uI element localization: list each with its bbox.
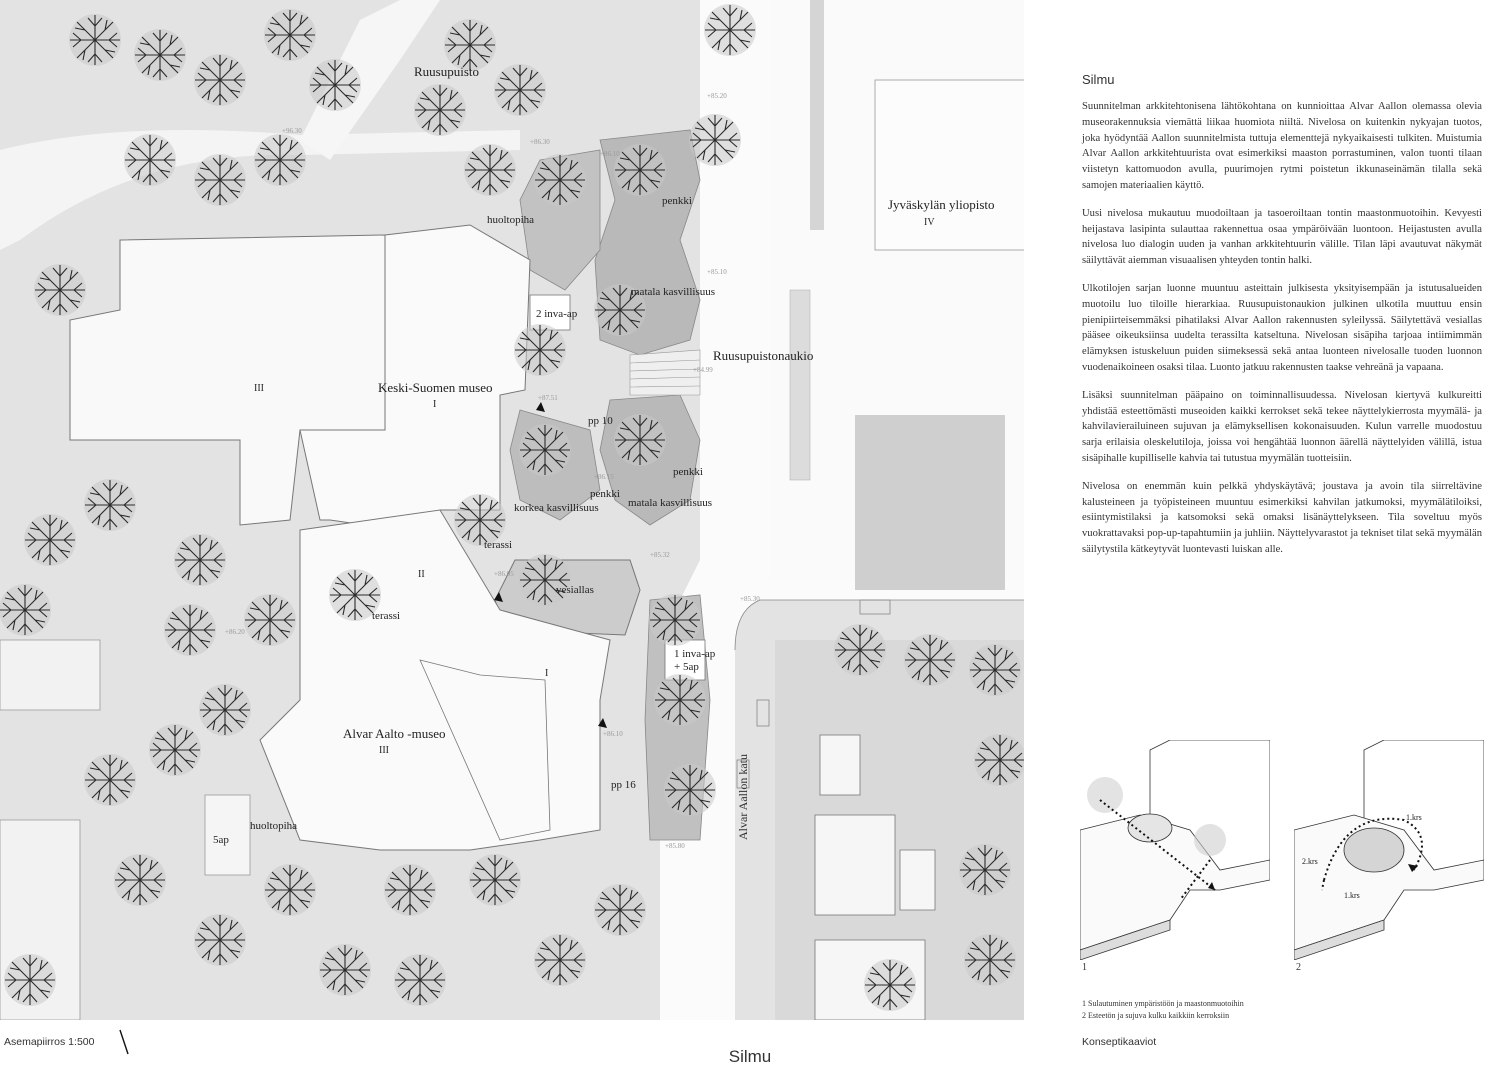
label-korkea-kasvillisuus: korkea kasvillisuus xyxy=(514,502,599,514)
level-mark: +86.15 xyxy=(594,473,614,481)
level-mark: +85.20 xyxy=(707,92,727,100)
description-title: Silmu xyxy=(1082,72,1115,87)
label-penkki-3: penkki xyxy=(590,488,620,500)
label-roman-i-lower: I xyxy=(545,668,549,679)
label-pp-16: pp 16 xyxy=(611,779,636,791)
label-roman-iii-left: III xyxy=(254,383,264,394)
label-keski-suomen-museo: Keski-Suomen museo xyxy=(378,380,493,395)
level-mark: +85.10 xyxy=(707,268,727,276)
label-ruusupuistonaukio: Ruusupuistonaukio xyxy=(713,348,814,363)
level-mark: +85.32 xyxy=(650,551,670,559)
description-paragraph: Lisäksi suunnitelman pääpaino on toiminnallisuudessa. Nivelosan kiertyvä kulkureitti yhdistää esteettömästi museoiden kaikki kerrokset sekä tekee näyttelykierrosta myymälä- ja kahvilavierailuineen sujuvan ja elämyksellisen kokonaisuuden. Kulun varrelle muodostuu sarja erilaisia oleskelutiloja, joissa voi hengähtää luonnon äärellä näyttelyiden välillä, istua sisäpihalle kupilliselle kahvia tai tutustua myymälän tuotteisiin. xyxy=(1082,389,1482,464)
label-2krs: 2.krs xyxy=(1302,857,1318,866)
description-paragraph: Uusi nivelosa mukautuu muodoiltaan ja tasoeroiltaan tontin maastonmuotoihin. Kevyesti heijastava lasipinta sulauttaa rakennettua osaa ympäröivään luontoon. Heijastusten avulla nivelosa luo dialogin uuden ja vanhan arkkitehtuurin välille. Tilan läpi avautuvat näkymät säilyttävät aiemman visuaalisen yhteyden tontin halki. xyxy=(1082,207,1482,267)
label-plus-5ap: + 5ap xyxy=(674,661,699,673)
description xyxy=(1082,72,1482,570)
label-penkki-2: penkki xyxy=(673,466,703,478)
level-mark: +85.30 xyxy=(740,595,760,603)
concept-title: Konseptikaaviot xyxy=(1082,1036,1157,1048)
level-mark: +85.80 xyxy=(665,842,685,850)
caption-1: 1 Sulautuminen ympäristöön ja maastonmuotoihin xyxy=(1082,999,1244,1008)
description-paragraph: Ulkotilojen sarjan luonne muuntuu asteittain julkisesta yksityisempään ja istutusalueiden muotoilu luo tiloille hierarkiaa. Ruusupuistonaukion julkinen ulkotila muuttuu ensin pienipiirteisemmäksi pihatilaksi Alvar Aallon rakennusten syleilyssä. Säilytettävä vesiallas pääsee oikeuksiinsa uudelta terassilta katseltuna. Nivelosan sisäpiha tarjoaa intiimimmän elämyksen istuskeluun puiden siimeksessä sekä antaa luonteen nivelosalle tuoden luonnon vuodenaikoineen osaksi tilaa. Luonto jatkuu rakennusten taakse vehreänä ja vapaana. xyxy=(1082,282,1482,373)
label-1krs-a: 1.krs xyxy=(1406,813,1422,822)
label-roman-iv: IV xyxy=(924,217,935,228)
concept-diagram-1 xyxy=(1080,740,1270,960)
diagram-2-number: 2 xyxy=(1296,962,1301,973)
level-mark: +87.51 xyxy=(538,394,558,402)
label-roman-i-museo: I xyxy=(433,399,437,410)
label-ruusupuisto: Ruusupuisto xyxy=(414,64,480,79)
caption-2: 2 Esteetön ja sujuva kulku kaikkiin kerroksiin xyxy=(1082,1011,1230,1020)
level-mark: +86.30 xyxy=(530,138,550,146)
concept-diagram-2 xyxy=(1294,740,1484,960)
label-huoltopiha-bottom: huoltopiha xyxy=(250,820,298,832)
diagram-1-number: 1 xyxy=(1082,962,1087,973)
description-paragraph: Suunnitelman arkkitehtonisena lähtökohtana on kunnioittaa Alvar Aallon olemassa olevia museorakennuksia viemättä liikaa huomiota niiltä. Nivelosa on kuitenkin nykyajan tuotos, joka hyödyntää Aallon suunnitelmista tuttuja elementtejä nykyaikaisesti tulkiten. Muistumia Alvar Aallon arkkitehtuurista ovat esimerkiksi maaston porrastuminen, valon tuonti tilaan viistetyn kattomuodon avulla, puurimojen rytmi poistetun ikkunaseinämän tilalla sekä samojen materiaalien käyttö. xyxy=(1082,101,1482,191)
description-paragraph: Nivelosa on enemmän kuin pelkkä yhdyskäytävä; joustava ja avoin tila siirreltävine kalusteineen ja työpisteineen muuntuu esimerkiksi kahvilan jatkumoksi, myymälätiloiksi, esiintymistilaksi ja katsomoksi sekä omaksi lisänäyttelykseen. Tila soveltuu myös vuokrattavaksi pop-up-tapahtumiin ja juhliin. Näyttelyvarastot ja tekniset tilat sekä myymälän säilytystila kätkeytyvät luontevasti luiskan alle. xyxy=(1082,480,1482,555)
label-pp-10: pp 10 xyxy=(588,415,613,427)
level-mark: +96.30 xyxy=(282,127,302,135)
label-terassi-2: terassi xyxy=(372,610,401,622)
level-mark: +86.05 xyxy=(494,570,514,578)
level-mark: +84.99 xyxy=(693,366,713,374)
label-huoltopiha-top: huoltopiha xyxy=(487,214,535,226)
label-jyvaskylan-yliopisto: Jyväskylän yliopisto xyxy=(888,197,995,212)
label-inva-ap-2: 2 inva-ap xyxy=(536,308,578,320)
concept-captions xyxy=(1082,998,1244,1022)
scale-label: Asemapiirros 1:500 xyxy=(4,1036,95,1048)
level-mark: +86.10 xyxy=(600,150,620,158)
label-terassi-1: terassi xyxy=(484,539,513,551)
label-matala-kasvillisuus-2: matala kasvillisuus xyxy=(628,497,713,509)
level-mark: +86.10 xyxy=(603,730,623,738)
label-inva-ap-1: 1 inva-ap xyxy=(674,648,716,660)
label-alvar-aallon-katu: Alvar Aallon katu xyxy=(736,754,750,840)
label-roman-ii: II xyxy=(418,569,425,580)
level-mark: +86.20 xyxy=(225,628,245,636)
label-roman-iii-lower: III xyxy=(379,745,389,756)
label-matala-kasvillisuus-1: matala kasvillisuus xyxy=(631,286,716,298)
label-penkki-1: penkki xyxy=(662,195,692,207)
label-vesiallas: vesiallas xyxy=(556,584,594,596)
footer-title: Silmu xyxy=(728,1047,772,1066)
label-1krs-b: 1.krs xyxy=(1344,891,1360,900)
label-5ap: 5ap xyxy=(213,834,229,846)
label-alvar-aalto-museo: Alvar Aalto -museo xyxy=(343,726,446,741)
